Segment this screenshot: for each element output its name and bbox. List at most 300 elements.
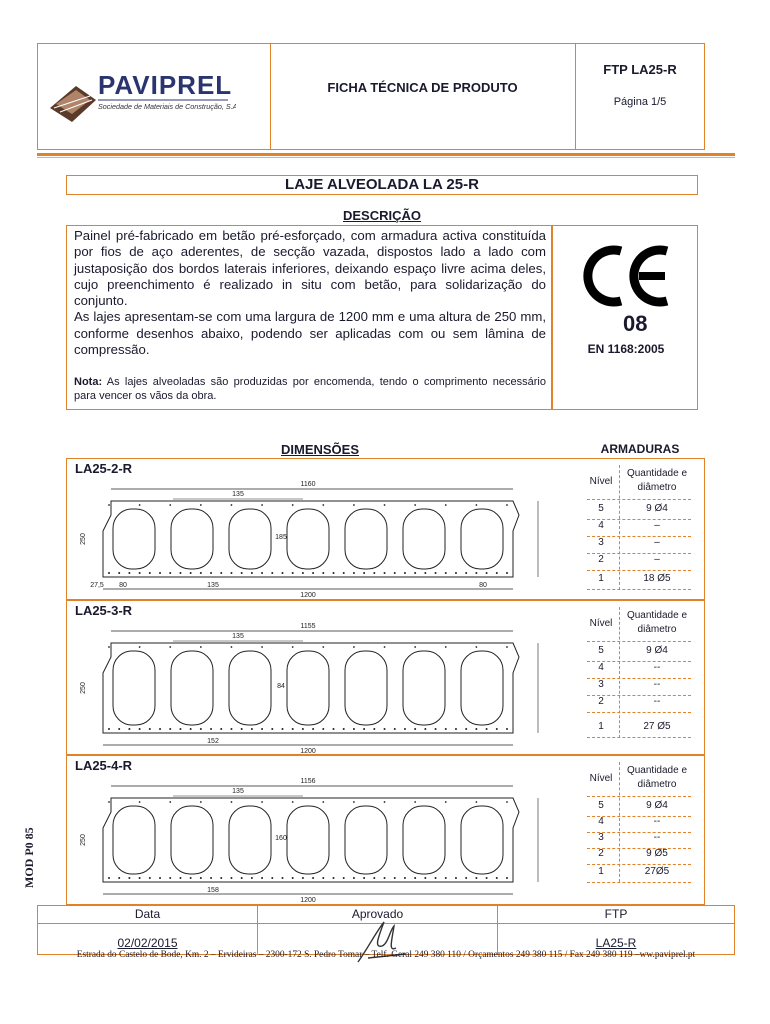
table-row xyxy=(587,848,691,865)
strand-dot xyxy=(200,504,202,506)
strand-dot xyxy=(139,801,141,803)
strand-dot xyxy=(200,572,202,574)
strand-dot xyxy=(506,801,508,803)
void-shape xyxy=(171,509,213,569)
void-shape xyxy=(403,509,445,569)
level-cell: 1 xyxy=(598,573,604,584)
strand-dot xyxy=(414,572,416,574)
strand-dot xyxy=(241,728,243,730)
dimension-bottom: 1200 xyxy=(300,592,316,599)
quantity-cell: 27Ø5 xyxy=(644,866,670,877)
strand-dot xyxy=(475,504,477,506)
table-header xyxy=(587,465,691,500)
dimension-top: 1156 xyxy=(300,778,316,785)
strand-dot xyxy=(414,728,416,730)
strand-dot xyxy=(108,572,110,574)
void-shape xyxy=(345,806,387,874)
quantity-header: Quantidade e diâmetro xyxy=(626,610,688,635)
dimension-bottom: 1200 xyxy=(300,748,316,755)
level-cell: 3 xyxy=(598,537,604,548)
strand-dot xyxy=(261,801,263,803)
strand-dot xyxy=(506,572,508,574)
void-shape xyxy=(403,651,445,725)
strand-dot xyxy=(251,877,253,879)
strand-dot xyxy=(343,728,345,730)
level-header: Nível xyxy=(589,476,613,487)
table-row xyxy=(587,662,691,679)
strand-dot xyxy=(312,728,314,730)
strand-dot xyxy=(384,801,386,803)
strand-dot xyxy=(128,728,130,730)
dimension-bottom-part: 152 xyxy=(207,738,219,745)
strand-dot xyxy=(475,572,477,574)
strand-dot xyxy=(230,877,232,879)
table-row xyxy=(587,573,691,590)
strand-dot xyxy=(118,572,120,574)
strand-dot xyxy=(424,728,426,730)
strand-dot xyxy=(353,646,355,648)
strand-dot xyxy=(394,877,396,879)
level-cell: 2 xyxy=(598,554,604,565)
strand-dot xyxy=(373,877,375,879)
quantity-cell: 9 Ø4 xyxy=(646,800,668,811)
level-cell: 2 xyxy=(598,848,604,859)
strand-dot xyxy=(506,728,508,730)
strand-dot xyxy=(220,572,222,574)
strand-dot xyxy=(231,646,233,648)
strand-dot xyxy=(384,572,386,574)
strand-dot xyxy=(241,877,243,879)
quantity-cell: -- xyxy=(653,696,661,707)
strand-dot xyxy=(486,572,488,574)
strand-dot xyxy=(281,572,283,574)
dimension-height: 250 xyxy=(80,834,87,846)
strand-dot xyxy=(292,728,294,730)
strand-dot xyxy=(159,877,161,879)
void-shape xyxy=(229,806,271,874)
void-shape xyxy=(403,806,445,874)
strand-dot xyxy=(190,572,192,574)
table-divider xyxy=(619,465,620,590)
strand-dot xyxy=(455,572,457,574)
strand-dot xyxy=(292,572,294,574)
strand-dot xyxy=(455,877,457,879)
strand-dot xyxy=(210,728,212,730)
strand-dot xyxy=(322,504,324,506)
quantity-cell: – xyxy=(654,520,660,531)
strand-dot xyxy=(169,728,171,730)
dimension-hole: 160 xyxy=(275,835,287,842)
void-shape xyxy=(461,651,503,725)
document-type: FICHA TÉCNICA DE PRODUTO xyxy=(327,80,518,95)
strand-dot xyxy=(373,728,375,730)
strand-dot xyxy=(333,877,335,879)
strand-dot xyxy=(506,504,508,506)
strand-dot xyxy=(169,646,171,648)
strand-dot xyxy=(118,728,120,730)
void-shape xyxy=(229,509,271,569)
strand-dot xyxy=(159,728,161,730)
void-shape xyxy=(287,651,329,725)
strand-dot xyxy=(261,646,263,648)
strand-dot xyxy=(149,572,151,574)
strand-dot xyxy=(179,877,181,879)
strand-dot xyxy=(261,877,263,879)
footer-approved xyxy=(258,906,498,954)
strand-dot xyxy=(435,728,437,730)
strand-dot xyxy=(394,572,396,574)
table-row xyxy=(587,520,691,537)
strand-dot xyxy=(149,728,151,730)
void-shape xyxy=(345,509,387,569)
slab-outline xyxy=(103,643,519,733)
level-cell: 2 xyxy=(598,696,604,707)
description-paragraph-2: As lajes apresentam-se com uma largura de 1200 mm e uma altura de 250 mm, conforme desenhos abaixo, podendo ser aplicadas com ou sem lâmina de compressão. xyxy=(74,309,546,358)
level-cell: 4 xyxy=(598,520,604,531)
ce-mark-icon xyxy=(583,241,673,311)
void-shape xyxy=(171,806,213,874)
footer xyxy=(37,905,735,955)
strand-dot xyxy=(231,504,233,506)
strand-dot xyxy=(210,572,212,574)
cross-section-drawing xyxy=(73,471,553,599)
strand-dot xyxy=(312,877,314,879)
table-row xyxy=(587,832,691,849)
strand-dot xyxy=(506,877,508,879)
table-header xyxy=(587,607,691,642)
dimension-bottom-part: 158 xyxy=(207,887,219,894)
dimension-bottom-part: 135 xyxy=(207,582,219,589)
void-shape xyxy=(171,651,213,725)
strand-dot xyxy=(292,504,294,506)
company-logo xyxy=(46,64,236,124)
strand-dot xyxy=(302,728,304,730)
strand-dot xyxy=(139,572,141,574)
strand-dot xyxy=(414,646,416,648)
table-row xyxy=(587,554,691,571)
quantity-cell: -- xyxy=(653,662,661,673)
cross-section-drawing xyxy=(73,768,553,904)
level-cell: 1 xyxy=(598,721,604,732)
table-divider xyxy=(619,607,620,738)
strand-dot xyxy=(149,877,151,879)
quantity-header: Quantidade e diâmetro xyxy=(626,765,688,790)
strand-dot xyxy=(108,877,110,879)
section-label: LA25-3-R xyxy=(75,603,133,618)
table-row xyxy=(587,696,691,713)
document-code: FTP LA25-R xyxy=(603,62,677,77)
ce-year: 08 xyxy=(623,311,648,336)
level-cell: 4 xyxy=(598,662,604,673)
note-text: As lajes alveoladas são produzidas por encomenda, tendo o comprimento necessário para vencer os vãos da obra. xyxy=(74,376,546,402)
void-shape xyxy=(229,651,271,725)
strand-dot xyxy=(139,646,141,648)
strand-dot xyxy=(302,877,304,879)
header-rule xyxy=(37,153,735,156)
strand-dot xyxy=(414,801,416,803)
table-row xyxy=(587,816,691,833)
strand-dot xyxy=(261,572,263,574)
quantity-cell: -- xyxy=(653,679,661,690)
strand-dot xyxy=(404,877,406,879)
strand-dot xyxy=(200,801,202,803)
strand-dot xyxy=(139,877,141,879)
strand-dot xyxy=(230,728,232,730)
strand-dot xyxy=(445,877,447,879)
section-la25-2-r xyxy=(66,458,705,600)
level-cell: 4 xyxy=(598,816,604,827)
strand-dot xyxy=(465,572,467,574)
strand-dot xyxy=(445,801,447,803)
ce-box xyxy=(552,225,698,410)
dimension-top: 1155 xyxy=(300,623,316,630)
signature-icon xyxy=(348,918,418,968)
strand-dot xyxy=(496,728,498,730)
table-row xyxy=(587,800,691,817)
strand-dot xyxy=(241,572,243,574)
strand-dot xyxy=(353,504,355,506)
level-cell: 5 xyxy=(598,503,604,514)
strand-dot xyxy=(128,877,130,879)
void-shape xyxy=(461,509,503,569)
strand-dot xyxy=(200,877,202,879)
section-la25-4-r xyxy=(66,755,705,905)
strand-dot xyxy=(363,572,365,574)
strand-dot xyxy=(139,728,141,730)
strand-dot xyxy=(190,877,192,879)
strand-dot xyxy=(200,646,202,648)
header-rule-thin xyxy=(37,157,735,158)
void-shape xyxy=(113,651,155,725)
void-shape xyxy=(113,509,155,569)
ftp-value: LA25-R xyxy=(595,936,637,950)
strand-dot xyxy=(333,572,335,574)
dimensions-heading: DIMENSÕES xyxy=(280,442,359,457)
strand-dot xyxy=(384,728,386,730)
approved-label: Aprovado xyxy=(258,906,497,924)
void-shape xyxy=(113,806,155,874)
dimension-left: 27,5 xyxy=(90,582,104,589)
quantity-cell: -- xyxy=(653,832,661,843)
strand-dot xyxy=(465,728,467,730)
footer-date xyxy=(38,906,258,954)
note-label: Nota: xyxy=(74,376,103,388)
strand-dot xyxy=(384,877,386,879)
strand-dot xyxy=(251,572,253,574)
strand-dot xyxy=(230,572,232,574)
strand-dot xyxy=(506,646,508,648)
strand-dot xyxy=(292,877,294,879)
strand-dot xyxy=(271,728,273,730)
strand-dot xyxy=(414,504,416,506)
cross-section-drawing xyxy=(73,613,553,755)
strand-dot xyxy=(333,728,335,730)
quantity-cell: 9 Ø4 xyxy=(646,503,668,514)
strand-dot xyxy=(445,504,447,506)
level-header: Nível xyxy=(589,618,613,629)
strand-dot xyxy=(465,877,467,879)
void-shape xyxy=(287,806,329,874)
void-shape xyxy=(287,509,329,569)
strand-dot xyxy=(169,572,171,574)
section-label: LA25-2-R xyxy=(75,461,133,476)
strand-dot xyxy=(220,877,222,879)
dimension-height: 250 xyxy=(80,533,87,545)
strand-dot xyxy=(445,572,447,574)
dimension-top: 1160 xyxy=(300,481,316,488)
strand-dot xyxy=(128,572,130,574)
strand-dot xyxy=(108,504,110,506)
strand-dot xyxy=(271,572,273,574)
strand-dot xyxy=(292,646,294,648)
quantity-cell: 9 Ø5 xyxy=(646,848,668,859)
section-label: LA25-4-R xyxy=(75,758,133,773)
table-header xyxy=(587,762,691,797)
strand-dot xyxy=(200,728,202,730)
strand-dot xyxy=(343,877,345,879)
level-cell: 3 xyxy=(598,832,604,843)
strand-dot xyxy=(179,728,181,730)
strand-dot xyxy=(486,877,488,879)
strand-dot xyxy=(353,572,355,574)
level-cell: 3 xyxy=(598,679,604,690)
product-title: LAJE ALVEOLADA LA 25-R xyxy=(66,175,698,195)
strand-dot xyxy=(108,646,110,648)
strand-dot xyxy=(475,728,477,730)
quantity-cell: 9 Ø4 xyxy=(646,645,668,656)
company-address: Estrada do Castelo de Bode, Km. 2 – Ervideiras – 2300-172 S. Pedro Tomar – Telf. Geral 249 380 110 / Orçamentos 249 380 115 / Fax 249 380 119 –ww.paviprel.pt xyxy=(76,950,696,960)
strand-dot xyxy=(322,801,324,803)
strand-dot xyxy=(281,728,283,730)
slab-outline xyxy=(103,798,519,882)
ce-standard: EN 1168:2005 xyxy=(587,342,665,356)
section-la25-3-r xyxy=(66,600,705,755)
note xyxy=(74,376,546,403)
description-box xyxy=(66,225,552,410)
strand-dot xyxy=(424,572,426,574)
ftp-label: FTP xyxy=(498,906,734,924)
footer-ftp xyxy=(498,906,734,954)
strand-dot xyxy=(139,504,141,506)
strand-dot xyxy=(496,572,498,574)
void-shape xyxy=(461,806,503,874)
strand-dot xyxy=(312,572,314,574)
strand-dot xyxy=(445,728,447,730)
table-row xyxy=(587,721,691,738)
strand-dot xyxy=(302,572,304,574)
date-label: Data xyxy=(38,906,257,924)
dimension-height: 250 xyxy=(80,682,87,694)
logo-subtitle: Sociedade de Materiais de Construção, S.A. xyxy=(98,102,236,111)
strand-dot xyxy=(373,572,375,574)
slab-outline xyxy=(103,501,519,577)
strand-dot xyxy=(261,504,263,506)
dimension-edge: 80 xyxy=(479,582,487,589)
strand-dot xyxy=(322,646,324,648)
strand-dot xyxy=(251,728,253,730)
strand-dot xyxy=(475,646,477,648)
strand-dot xyxy=(231,801,233,803)
dimension-cell: 135 xyxy=(232,788,244,795)
strand-dot xyxy=(445,646,447,648)
strand-dot xyxy=(353,801,355,803)
reinforcement-heading: ARMADURAS xyxy=(600,442,680,456)
level-cell: 5 xyxy=(598,800,604,811)
strand-dot xyxy=(414,877,416,879)
void-shape xyxy=(345,651,387,725)
strand-dot xyxy=(108,801,110,803)
header-divider xyxy=(270,44,271,149)
strand-dot xyxy=(261,728,263,730)
strand-dot xyxy=(190,728,192,730)
quantity-cell: 18 Ø5 xyxy=(643,573,671,584)
strand-dot xyxy=(169,504,171,506)
description-text xyxy=(74,228,546,358)
quantity-cell: -- xyxy=(653,816,661,827)
level-cell: 1 xyxy=(598,866,604,877)
table-row xyxy=(587,503,691,520)
strand-dot xyxy=(169,877,171,879)
strand-dot xyxy=(281,877,283,879)
table-row xyxy=(587,679,691,696)
table-row xyxy=(587,537,691,554)
strand-dot xyxy=(475,801,477,803)
quantity-cell: – xyxy=(654,554,660,565)
strand-dot xyxy=(322,728,324,730)
strand-dot xyxy=(271,877,273,879)
strand-dot xyxy=(404,728,406,730)
strand-dot xyxy=(486,728,488,730)
strand-dot xyxy=(404,572,406,574)
dimension-edge: 80 xyxy=(119,582,127,589)
strand-dot xyxy=(343,572,345,574)
strand-dot xyxy=(384,646,386,648)
strand-dot xyxy=(322,877,324,879)
strand-dot xyxy=(435,877,437,879)
strand-dot xyxy=(424,877,426,879)
strand-dot xyxy=(496,877,498,879)
description-paragraph-1: Painel pré-fabricado em betão pré-esforçado, com armadura activa constituída por fios de aço aderentes, de secção vazada, dispostos lado a lado com justaposição dos bordos laterais inferiores, deixando espaço livre acima deles, cujo preenchimento é realizado in situ com betão, para solidarização do conjunto. xyxy=(74,228,546,309)
dimension-cell: 135 xyxy=(232,491,244,498)
strand-dot xyxy=(353,728,355,730)
strand-dot xyxy=(455,728,457,730)
strand-dot xyxy=(435,572,437,574)
table-row xyxy=(587,866,691,883)
quantity-cell: 27 Ø5 xyxy=(643,721,671,732)
side-mark: MOD P0 85 xyxy=(22,827,36,888)
strand-dot xyxy=(118,877,120,879)
strand-dot xyxy=(108,728,110,730)
strand-dot xyxy=(210,877,212,879)
quantity-cell: – xyxy=(654,537,660,548)
strand-dot xyxy=(322,572,324,574)
strand-dot xyxy=(159,572,161,574)
strand-dot xyxy=(394,728,396,730)
level-header: Nível xyxy=(589,773,613,784)
logo-text: PAVIPREL xyxy=(98,70,233,100)
strand-dot xyxy=(363,728,365,730)
strand-dot xyxy=(220,728,222,730)
date-value: 02/02/2015 xyxy=(117,936,178,950)
strand-dot xyxy=(353,877,355,879)
header xyxy=(37,43,705,150)
dimension-hole: 185 xyxy=(275,534,287,541)
description-heading: DESCRIÇÃO xyxy=(342,208,421,223)
strand-dot xyxy=(292,801,294,803)
dimension-bottom: 1200 xyxy=(300,897,316,904)
table-divider xyxy=(619,762,620,882)
dimension-hole: 84 xyxy=(277,683,285,690)
